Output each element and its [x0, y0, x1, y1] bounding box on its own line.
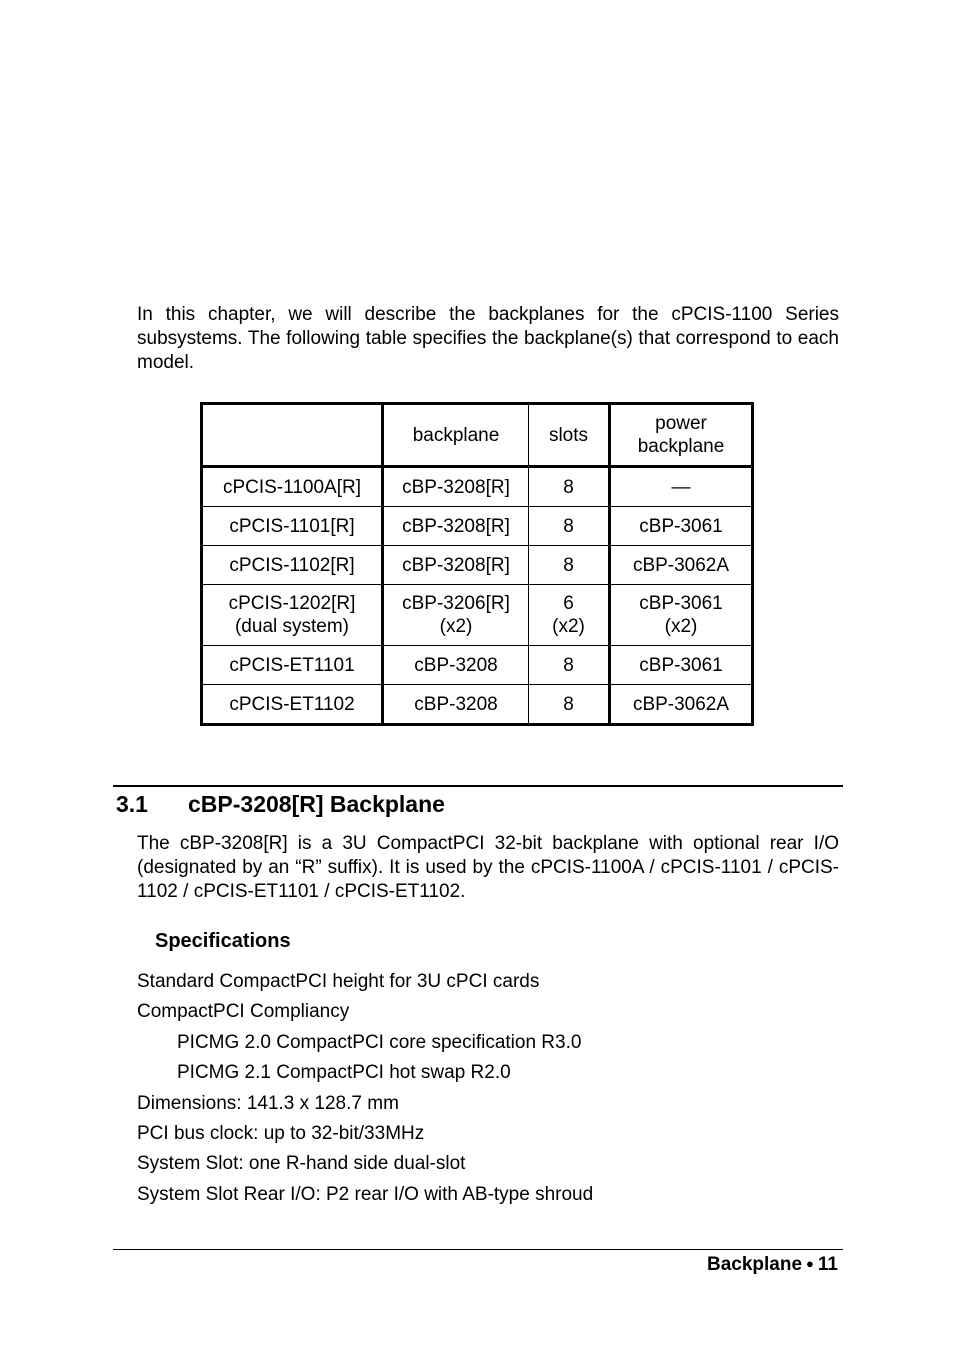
cell-slots: [529, 585, 610, 646]
cell-model: [202, 585, 383, 646]
cell-power: —: [610, 467, 753, 507]
table-header-power-backplane: [610, 404, 753, 467]
cell-power: cBP-3062A: [610, 685, 753, 725]
cell-slots: 8: [529, 685, 610, 725]
page-number: 11: [817, 1254, 838, 1275]
cell-power: cBP-3061: [610, 507, 753, 546]
cell-backplane: cBP-3208[R]: [383, 546, 529, 585]
cell-slots: 8: [529, 546, 610, 585]
cell-backplane: cBP-3208[R]: [383, 507, 529, 546]
section-number: 3.1: [116, 791, 148, 817]
table-row: [202, 646, 753, 685]
section-title: cBP-3208[R] Backplane: [188, 791, 445, 817]
cell-backplane: cBP-3208: [383, 646, 529, 685]
cell-slots: 8: [529, 646, 610, 685]
cell-slots: 8: [529, 467, 610, 507]
footer-divider: [113, 1249, 843, 1250]
page-footer: [707, 1254, 838, 1276]
table-header-row: [202, 404, 753, 467]
cell-model-note: (dual system): [234, 616, 350, 637]
cell-model: cPCIS-ET1101: [202, 646, 383, 685]
table-row: [202, 467, 753, 507]
intro-paragraph: In this chapter, we will describe the backplanes for the cPCIS-1100 Series subsystems. The following table specifies the backplane(s) that correspond to each model.: [137, 304, 839, 373]
cell-slots-text: 6: [563, 593, 574, 614]
table-header-slots: slots: [529, 404, 610, 467]
power-backplane-header-text: power backplane: [637, 413, 725, 457]
cell-model: cPCIS-1101[R]: [202, 507, 383, 546]
table-row: [202, 507, 753, 546]
list-item: CompactPCI Compliancy: [137, 1001, 350, 1023]
cell-model: cPCIS-1100A[R]: [202, 467, 383, 507]
cell-backplane-note: (x2): [439, 616, 473, 637]
cell-power-note: (x2): [664, 616, 698, 637]
list-item: PICMG 2.0 CompactPCI core specification R3.0: [177, 1031, 582, 1053]
cell-backplane-text: cBP-3206[R]: [402, 593, 510, 614]
section-body: The cBP-3208[R] is a 3U CompactPCI 32-bit backplane with optional rear I/O (designated by an “R” suffix). It is used by the cPCIS-1100A / cPCIS-1101 / cPCIS-1102 / cPCIS-ET1101 / cPCIS-ET1102.: [137, 833, 839, 902]
cell-backplane: [383, 585, 529, 646]
cell-slots-note: (x2): [552, 616, 585, 637]
bullet-icon: ●: [806, 1256, 814, 1271]
table-row: [202, 585, 753, 646]
cell-model: cPCIS-1102[R]: [202, 546, 383, 585]
list-item: PCI bus clock: up to 32-bit/33MHz: [137, 1122, 425, 1144]
table-row: [202, 546, 753, 585]
cell-power: [610, 585, 753, 646]
list-item: PICMG 2.1 CompactPCI hot swap R2.0: [177, 1062, 511, 1084]
cell-power: cBP-3062A: [610, 546, 753, 585]
specifications-list: [137, 968, 839, 1211]
cell-model: cPCIS-ET1102: [202, 685, 383, 725]
list-item: Standard CompactPCI height for 3U cPCI cards: [137, 971, 540, 992]
cell-backplane: cBP-3208[R]: [383, 467, 529, 507]
table-header-backplane: backplane: [383, 404, 529, 467]
list-item: System Slot: one R-hand side dual-slot: [137, 1153, 466, 1175]
cell-power: cBP-3061: [610, 646, 753, 685]
table-header-model: [202, 404, 383, 467]
list-item: System Slot Rear I/O: P2 rear I/O with AB-type shroud: [137, 1183, 594, 1205]
cell-model-text: cPCIS-1202[R]: [228, 593, 356, 614]
cell-slots: 8: [529, 507, 610, 546]
footer-chapter-label: Backplane: [707, 1254, 803, 1275]
cell-power-text: cBP-3061: [639, 593, 723, 614]
cell-backplane: cBP-3208: [383, 685, 529, 725]
section-divider: [113, 785, 843, 787]
list-item: Dimensions: 141.3 x 128.7 mm: [137, 1092, 399, 1114]
specifications-heading: Specifications: [155, 930, 291, 952]
table-row: [202, 685, 753, 725]
model-backplane-table: [200, 402, 754, 726]
